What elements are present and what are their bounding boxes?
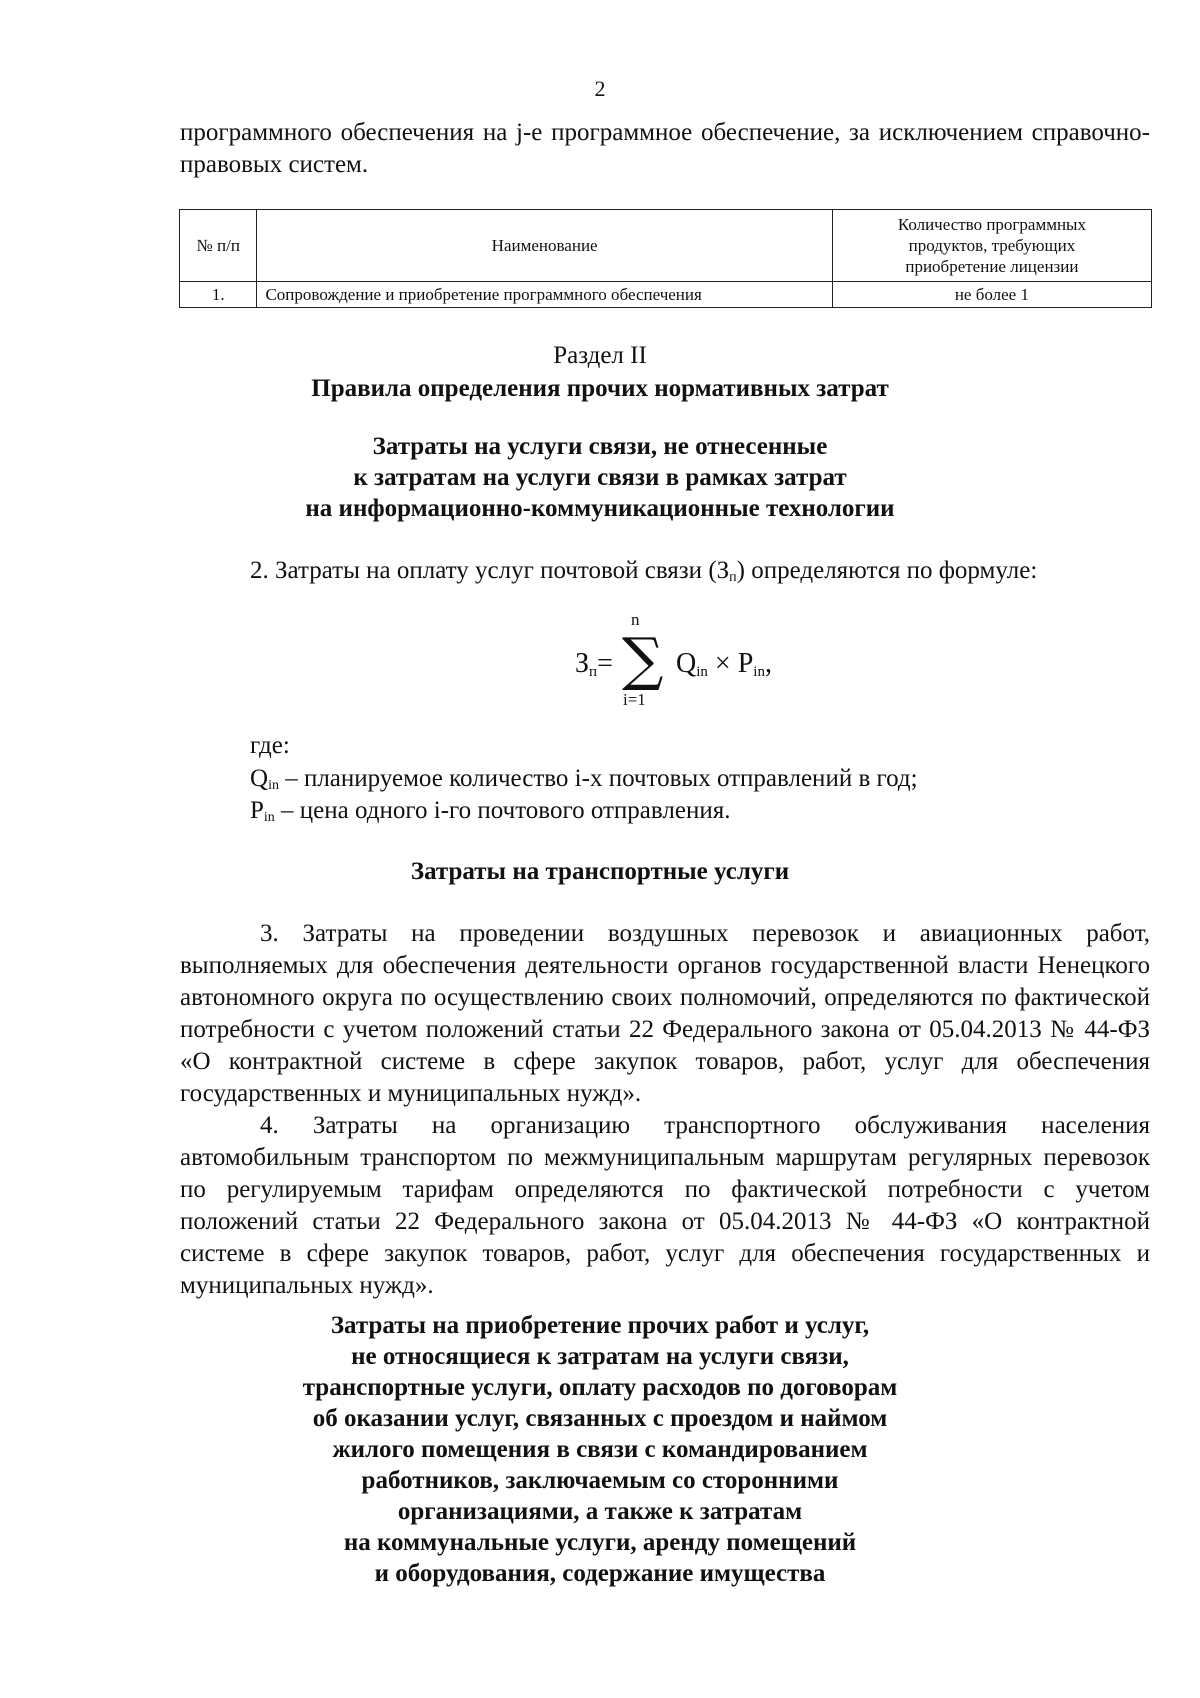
sum-lower-limit: i=1: [623, 690, 646, 709]
heading-other-line: Затраты на приобретение прочих работ и услуг,: [330, 1312, 870, 1339]
heading-other-line: работников, заключаемым со сторонними: [361, 1467, 839, 1494]
heading-communication-line3: на информационно-коммуникационные технологии: [305, 495, 895, 522]
sum-symbol: ∑: [622, 625, 664, 693]
cell-name: Сопровождение и приобретение программного обеспечения: [257, 282, 832, 308]
intro-paragraph: программного обеспечения на j-е программное обеспечение, за исключением справочно-правовых систем.: [180, 119, 1150, 178]
heading-other-line: организациями, а также к затратам: [397, 1498, 803, 1525]
header-number: № п/п: [180, 210, 257, 282]
heading-other-line: транспортные услуги, оплату расходов по договорам: [302, 1374, 898, 1401]
heading-transport: Затраты на транспортные услуги: [410, 858, 790, 885]
license-table: [179, 209, 1152, 308]
header-quantity: Количество программных продуктов, требующих приобретение лицензии: [832, 210, 1151, 282]
heading-communication-line1: Затраты на услуги связи, не отнесенные: [372, 433, 828, 460]
heading-other-line: на коммунальные услуги, аренду помещений: [343, 1529, 857, 1556]
item-4-paragraph: 4. Затраты на организацию транспортного обслуживания населения автомобильным транспортом по межмуниципальным маршрутам регулярных перевозок по регулируемым тарифам определяются по фактической потребности с учетом положений статьи 22 Федерального закона от 05.04.2013 № 44-ФЗ «О контрактной системе в сфере закупок товаров, работ, услуг для обеспечения государственных и муниципальных нужд».: [180, 1112, 1150, 1299]
table-header-row: [180, 210, 1152, 282]
heading-other-line: и оборудования, содержание имущества: [374, 1560, 826, 1587]
sum-upper-limit: n: [631, 610, 640, 629]
formula-lhs: $З_п=$: [575, 648, 613, 680]
heading-other-line: жилого помещения в связи с командированием: [332, 1436, 868, 1463]
formula-rhs: $Q_{in} \times P_{in}$,: [676, 648, 772, 680]
section-title: Правила определения прочих нормативных затрат: [311, 375, 889, 402]
definition-q: Qin – планируемое количество i-х почтовых отправлений в год;: [250, 765, 918, 793]
cell-quantity: не более 1: [832, 282, 1151, 308]
item-3-paragraph: 3. Затраты на проведении воздушных перевозок и авиационных работ, выполняемых для обеспечения деятельности органов государственной власти Ненецкого автономного округа по осуществлению своих полномочий, определяются по фактической потребности с учетом положений статьи 22 Федерального закона от 05.04.2013 № 44-ФЗ «О контрактной системе в сфере закупок товаров, работ, услуг для обеспечения государственных и муниципальных нужд».: [180, 920, 1150, 1107]
heading-other-costs: [0, 1310, 1200, 1589]
definitions-where: где:: [250, 732, 290, 759]
section-label: Раздел II: [553, 342, 647, 369]
heading-other-line: об оказании услуг, связанных с проездом и наймом: [312, 1405, 888, 1432]
definition-p: Pin – цена одного i-го почтового отправления.: [250, 797, 731, 825]
postal-cost-formula: [0, 610, 1200, 710]
item-2-text: 2. Затраты на оплату услуг почтовой связи (Зп) определяются по формуле:: [250, 557, 1038, 585]
cell-number: 1.: [180, 282, 257, 308]
table-row: [180, 282, 1152, 308]
header-name: Наименование: [257, 210, 832, 282]
heading-communication-line2: к затратам на услуги связи в рамках затрат: [353, 464, 847, 491]
page-number: 2: [594, 76, 606, 101]
heading-other-line: не относящиеся к затратам на услуги связи,: [351, 1343, 849, 1370]
